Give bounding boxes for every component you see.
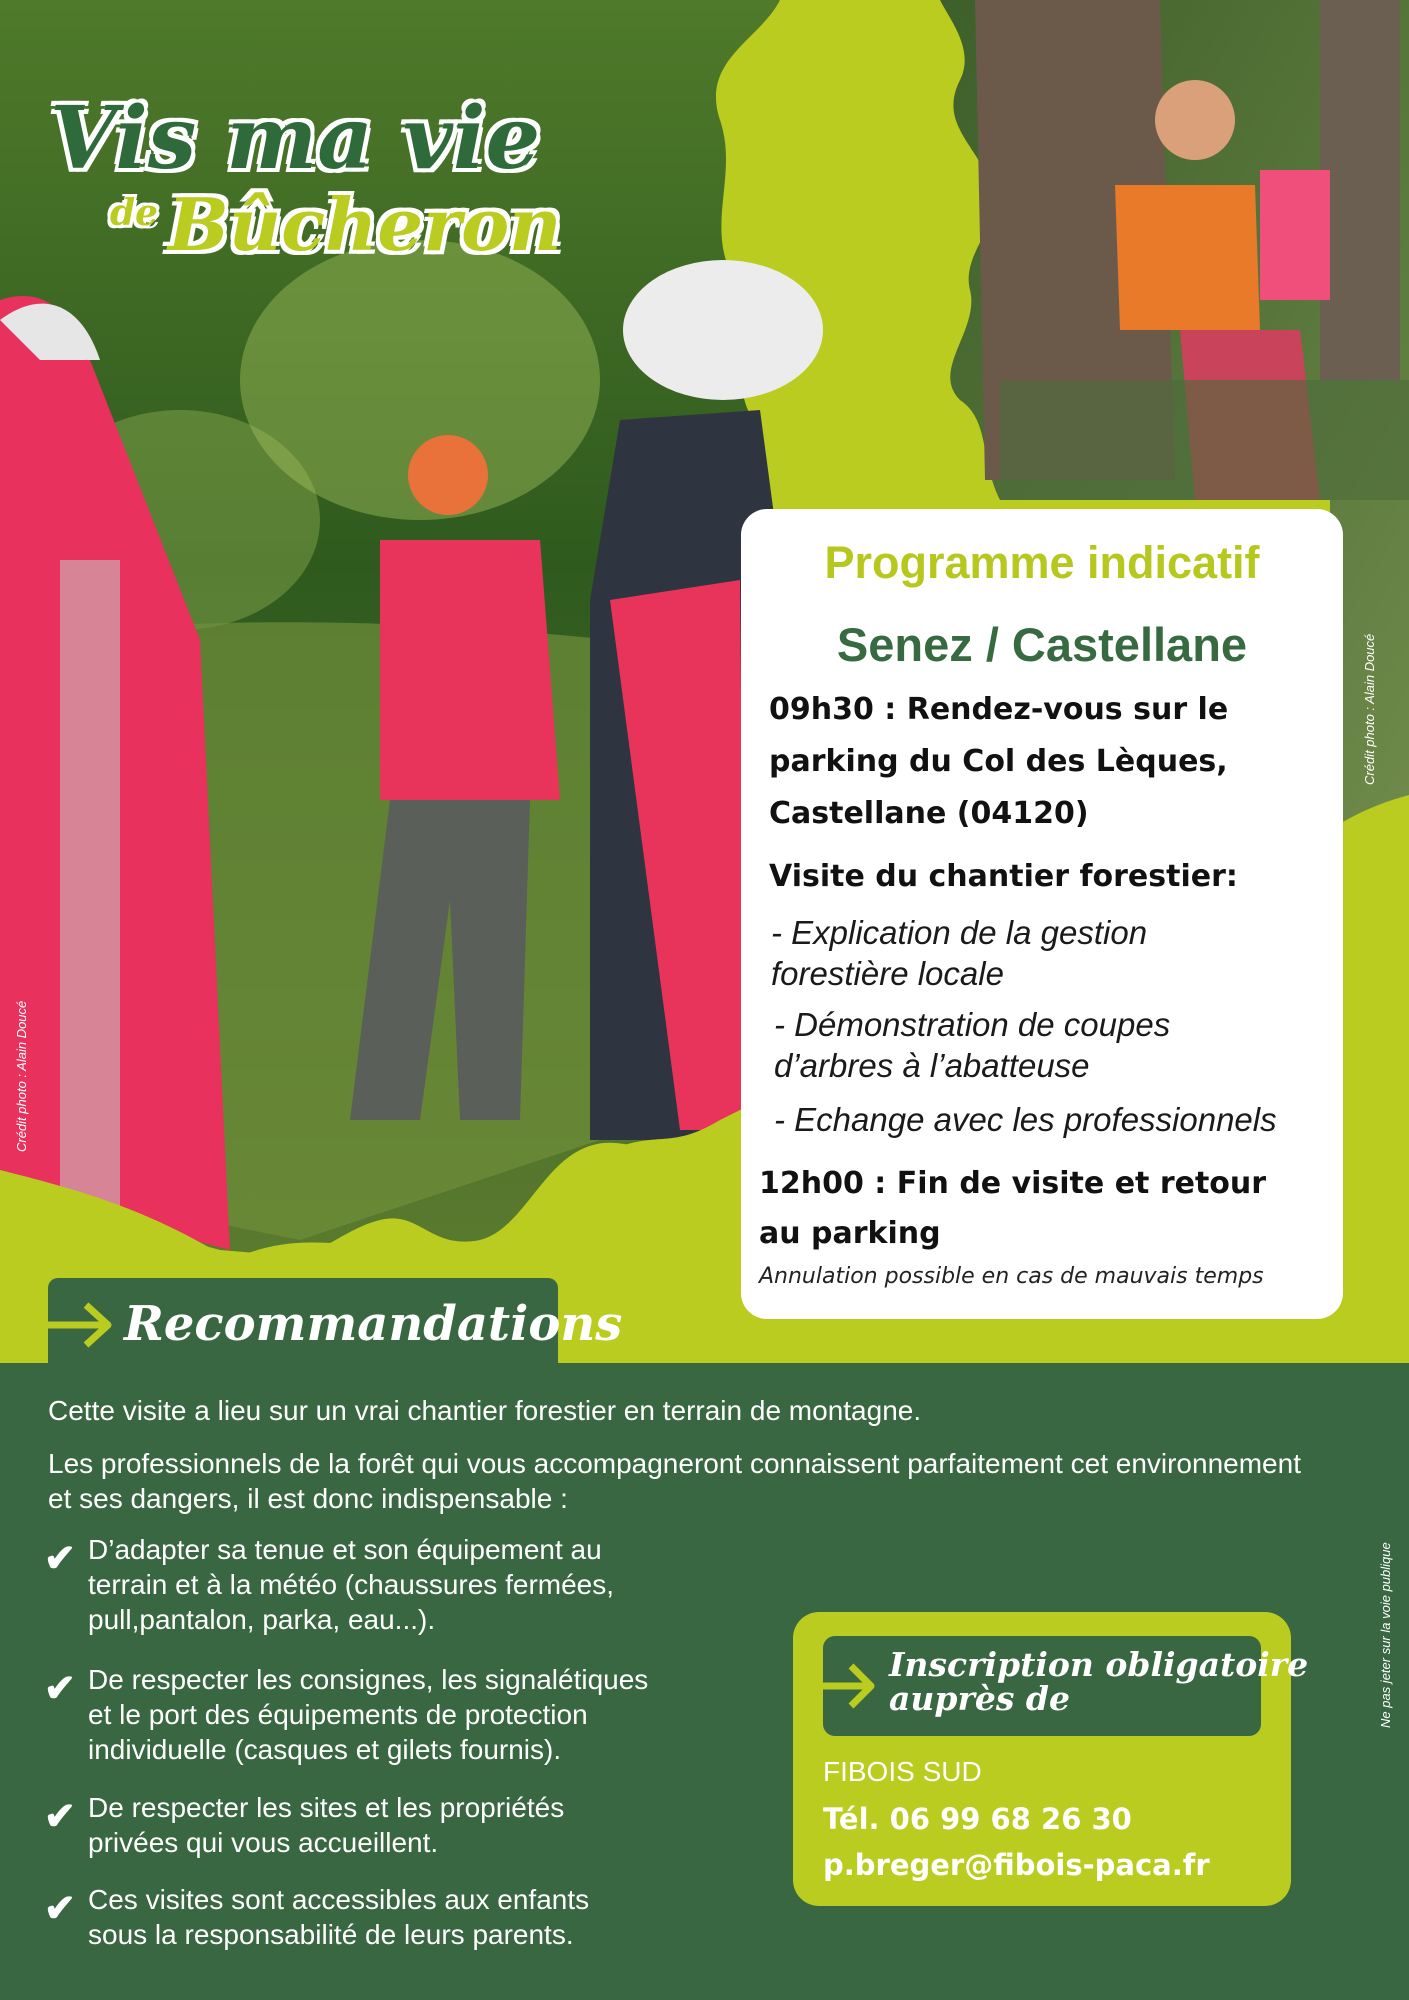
reco-intro2-line: Les professionnels de la forêt qui vous accompagneront connaissent parfaitement cet environnement [48,1448,1301,1479]
title-logo [50,88,562,288]
visit-item-line: d’arbres à l’abatteuse [774,1047,1090,1084]
check-icon: ✔ [44,1796,76,1838]
arrow-icon [823,1658,879,1714]
reco-intro2 [48,1446,1409,1516]
arrow-icon [48,1300,116,1350]
visit-item [774,1004,1170,1086]
reco-line: terrain et à la météo (chaussures fermées, [88,1569,615,1600]
end-info [759,1159,1266,1259]
reco-line: et le port des équipements de protection [88,1699,588,1730]
visit-item-line: - Echange avec les professionnels [774,1101,1277,1138]
visit-heading: Visite du chantier forestier: [769,859,1238,894]
program-place: Senez / Castellane [836,618,1248,671]
meeting-line: Castellane (04120) [769,796,1089,831]
reco-line: sous la responsabilité de leurs parents. [88,1919,574,1950]
inscription-title-line: auprès de [889,1679,1070,1718]
visit-item-line: - Démonstration de coupes [774,1006,1171,1043]
reco-line: De respecter les sites et les propriétés [88,1792,565,1823]
meeting-line: 09h30 : Rendez-vous sur le [769,692,1229,727]
reco-item-text [88,1532,614,1637]
check-icon: ✔ [44,1538,76,1580]
meeting-info [769,684,1228,840]
reco-item-text [88,1662,648,1767]
reco-item-text [88,1882,589,1952]
reco-line: privées qui vous accueillent. [88,1827,439,1858]
title-line2: Bûcheron [168,182,562,267]
visit-item [774,1099,1277,1140]
inscription-phone[interactable]: Tél. 06 99 68 26 30 [823,1802,1132,1836]
title-de: de [110,192,159,234]
visit-item-line: - Explication de la gestion [771,914,1148,951]
reco-item-text [88,1790,564,1860]
inscription-card [793,1612,1309,1906]
check-icon: ✔ [44,1668,76,1710]
reco-line: Ces visites sont accessibles aux enfants [88,1884,590,1915]
end-line: au parking [759,1216,941,1251]
end-line: 12h00 : Fin de visite et retour [759,1166,1267,1201]
recommendations-tab [48,1278,623,1368]
title-line1: Vis ma vie [50,88,541,189]
reco-intro2-line: et ses dangers, il est donc indispensable : [48,1483,568,1514]
inscription-title [889,1645,1309,1718]
photo-credit-left: Crédit photo : Alain Doucé [14,1000,29,1152]
inscription-title-line: Inscription obligatoire [889,1645,1309,1684]
reco-line: D’adapter sa tenue et son équipement au [88,1534,602,1565]
inscription-email[interactable]: p.breger@fibois-paca.fr [823,1848,1210,1882]
recommendations-title: Recommandations [124,1296,623,1352]
no-litter-note: Ne pas jeter sur la voie publique [1378,1542,1393,1728]
reco-intro: Cette visite a lieu sur un vrai chantier forestier en terrain de montagne. [48,1395,922,1426]
visit-item-line: forestière locale [771,955,1004,992]
photo-credit-right: Crédit photo : Alain Doucé [1362,633,1377,785]
program-card [741,509,1343,1319]
meeting-line: parking du Col des Lèques, [769,744,1228,779]
program-title: Programme indicatif [824,537,1260,588]
reco-line: individuelle (casques et gilets fournis). [88,1734,562,1765]
reco-line: De respecter les consignes, les signalétiques [88,1664,649,1695]
inscription-org: FIBOIS SUD [823,1756,982,1787]
visit-item [771,912,1147,994]
weather-note: Annulation possible en cas de mauvais temps [759,1264,1264,1289]
check-icon: ✔ [44,1888,76,1930]
inscription-title-box [823,1636,1309,1736]
reco-line: pull,pantalon, parka, eau...). [88,1604,436,1635]
